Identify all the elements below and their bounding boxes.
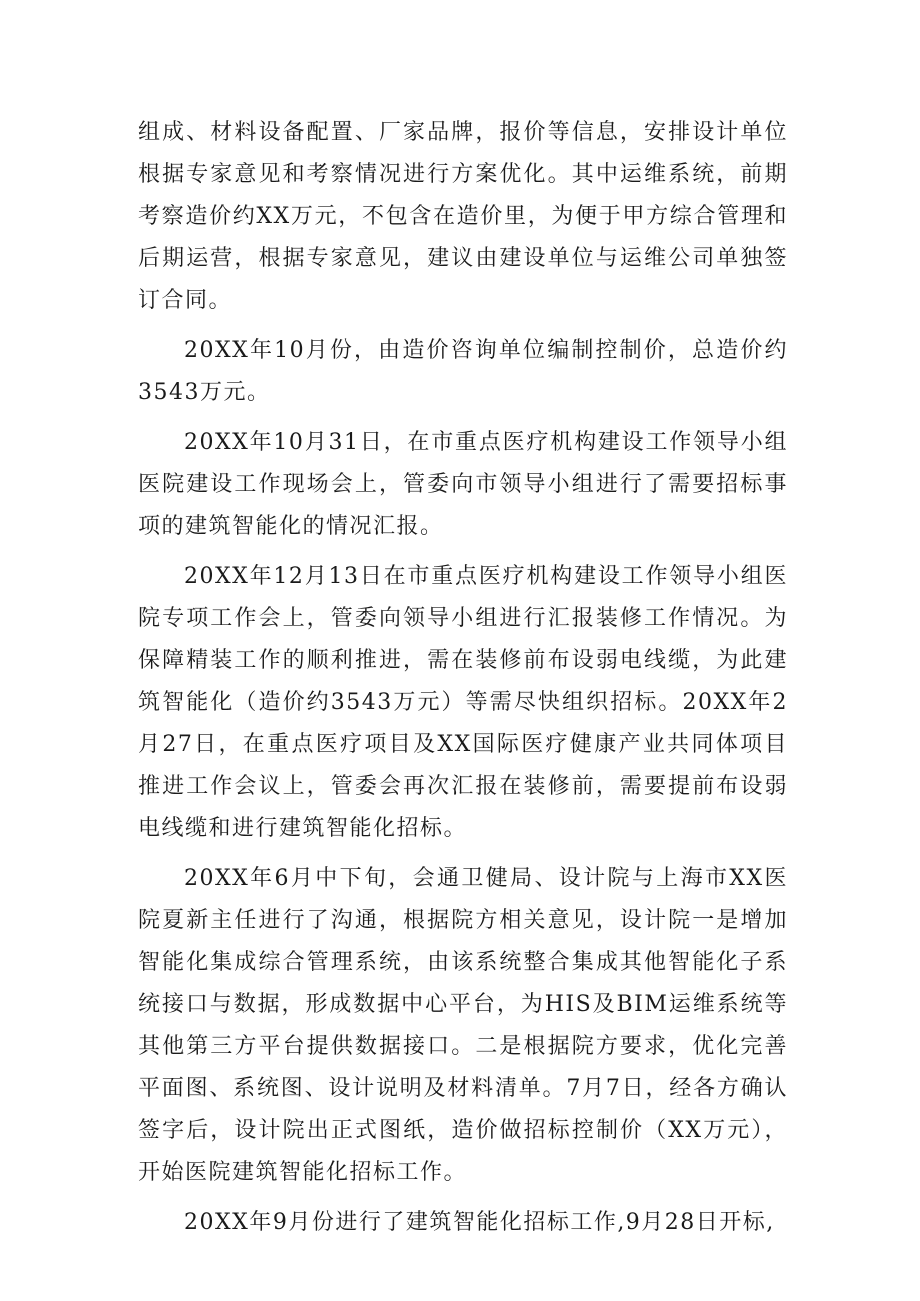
document-body <box>138 112 788 1252</box>
paragraph-september-tender: 20XX年9月份进行了建筑智能化招标工作,9月28日开标, <box>184 1210 775 1235</box>
paragraph-october-budget: 20XX年10月份，由造价咨询单位编制控制价，总造价约3543万元。 <box>138 338 788 405</box>
paragraph-june-communication: 20XX年6月中下旬，会通卫健局、设计院与上海市XX医院夏新主任进行了沟通，根据院方相关意见，设计院一是增加智能化集成综合管理系统，由该系统整合集成其他智能化子系统接口与数据，形成数据中心平台，为HIS及BIM运维系统等其他第三方平台提供数据接口。二是根据院方要求，优化完善平面图、系统图、设计说明及材料清单。7月7日，经各方确认签字后，设计院出正式图纸，造价做招标控制价（XX万元），开始医院建筑智能化招标工作。 <box>138 866 788 1185</box>
paragraph-october-31-meeting: 20XX年10月31日，在市重点医疗机构建设工作领导小组医院建设工作现场会上，管委向市领导小组进行了需要招标事项的建筑智能化的情况汇报。 <box>138 430 788 539</box>
paragraph-continuation: 组成、材料设备配置、厂家品牌，报价等信息，安排设计单位根据专家意见和考察情况进行方案优化。其中运维系统，前期考察造价约XX万元，不包含在造价里，为便于甲方综合管理和后期运营，根据专家意见，建议由建设单位与运维公司单独签订合同。 <box>138 120 788 313</box>
paragraph-december-13-meeting: 20XX年12月13日在市重点医疗机构建设工作领导小组医院专项工作会上，管委向领导小组进行汇报装修工作情况。为保障精装工作的顺利推进，需在装修前布设弱电线缆，为此建筑智能化（造价约3543万元）等需尽快组织招标。20XX年2月27日，在重点医疗项目及XX国际医疗健康产业共同体项目推进工作会议上，管委会再次汇报在装修前，需要提前布设弱电线缆和进行建筑智能化招标。 <box>138 564 788 841</box>
